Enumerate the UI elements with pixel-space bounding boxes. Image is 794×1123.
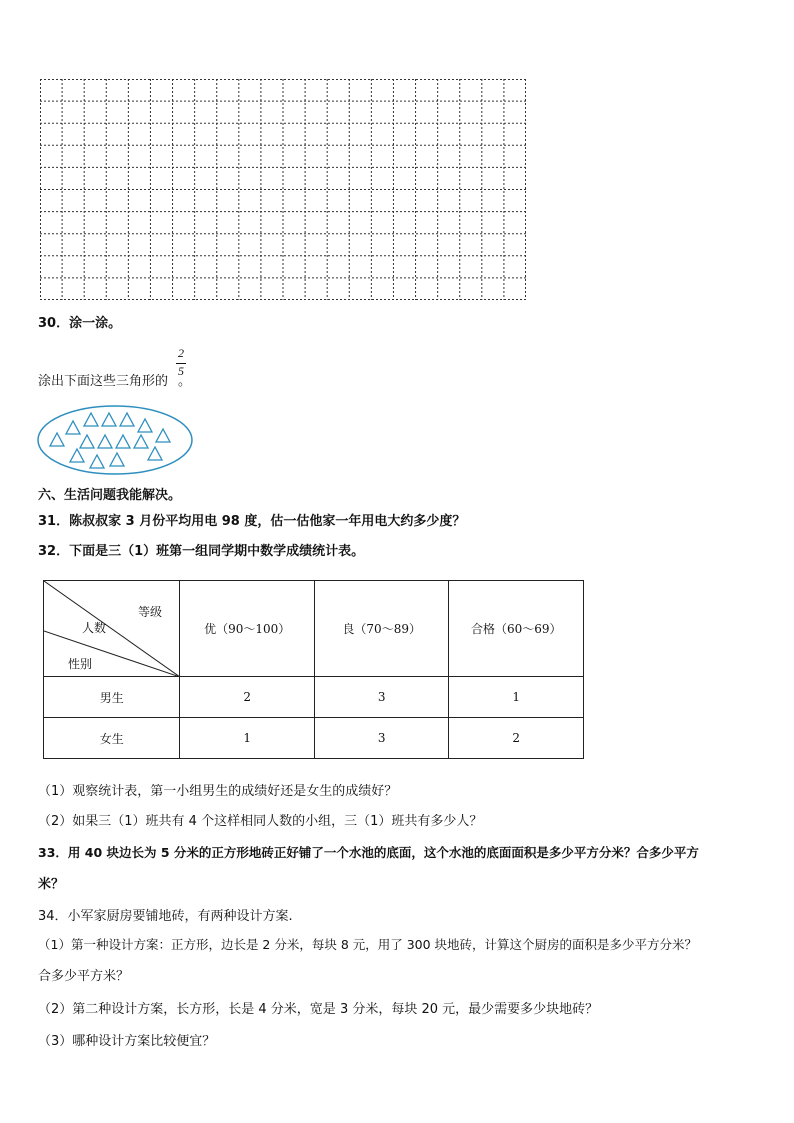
row-label-girls: 女生 <box>44 718 180 759</box>
q30-instruction-pre: 涂出下面这些三角形的 <box>38 374 169 389</box>
triangle-shape <box>98 435 112 448</box>
triangle-shape <box>90 455 104 468</box>
header-excellent: 优（90～100） <box>180 581 315 677</box>
triangle-shape <box>80 435 94 448</box>
triangle-shape <box>134 435 148 448</box>
corner-label-grade: 等级 <box>138 605 163 619</box>
q32-sub2: （2）如果三（1）班共有 4 个这样相同人数的小组，三（1）班共有多少人？ <box>38 814 483 829</box>
table-cell: 3 <box>314 677 449 718</box>
triangle-shape <box>84 413 98 426</box>
q34-sub1-line1: （1）第一种设计方案：正方形，边长是 2 分米，每块 8 元，用了 300 块地砖，计算这个厨房的面积是多少平方分米？ <box>38 937 698 952</box>
table-row <box>44 677 584 718</box>
q33-line1: 33．用 40 块边长为 5 分米的正方形地砖正好铺了一个水池的底面，这个水池的底面面积是多少平方分米？合多少平方 <box>38 845 699 860</box>
triangle-shape <box>66 421 80 434</box>
corner-label-gender: 性别 <box>68 657 93 671</box>
q34-sub3: （3）哪种设计方案比较便宜？ <box>38 1034 216 1049</box>
table-cell: 2 <box>180 677 315 718</box>
section6-title: 六、生活问题我能解决。 <box>38 488 182 503</box>
corner-diagonals <box>44 581 180 677</box>
corner-label-count: 人数 <box>82 621 107 635</box>
triangle-shape <box>70 449 84 462</box>
writing-grid <box>40 79 526 300</box>
table-cell: 1 <box>180 718 315 759</box>
triangle-shape <box>50 433 64 446</box>
triangle-shape <box>156 429 170 442</box>
q30-instruction-post: 。 <box>178 374 192 389</box>
table-cell: 1 <box>449 677 584 718</box>
triangles-ellipse <box>37 404 197 476</box>
q32-sub1: （1）观察统计表，第一小组男生的成绩好还是女生的成绩好？ <box>38 784 398 799</box>
q34-intro: 34．小军家厨房要铺地砖，有两种设计方案. <box>38 909 293 924</box>
q30-title: 30．涂一涂。 <box>38 316 122 331</box>
triangle-shape <box>148 447 162 460</box>
score-statistics-table <box>43 580 584 759</box>
dashed-grid <box>40 79 526 300</box>
q34-sub2: （2）第二种设计方案，长方形，长是 4 分米，宽是 3 分米，每块 20 元，最少需要多少块地砖？ <box>38 1002 599 1017</box>
fraction-denominator: 5 <box>178 364 184 378</box>
table-row <box>44 718 584 759</box>
triangle-shape <box>116 435 130 448</box>
q30-instruction <box>38 370 191 389</box>
table-header-row <box>44 581 584 677</box>
q33-line2: 米？ <box>38 877 65 892</box>
triangle-shape <box>138 419 152 432</box>
triangle-group <box>50 413 170 468</box>
triangle-shape <box>110 453 124 466</box>
header-pass: 合格（60～69） <box>449 581 584 677</box>
ellipse-figure <box>37 404 197 476</box>
row-label-boys: 男生 <box>44 677 180 718</box>
triangle-shape <box>102 413 116 426</box>
table-corner-cell <box>44 581 180 677</box>
fraction-numerator: 2 <box>178 346 184 360</box>
triangle-shape <box>120 413 134 426</box>
q34-sub1-line2: 合多少平方米？ <box>38 969 130 984</box>
table-cell: 3 <box>314 718 449 759</box>
q31-text: 31．陈叔叔家 3 月份平均用电 98 度，估一估他家一年用电大约多少度？ <box>38 514 466 529</box>
table-cell: 2 <box>449 718 584 759</box>
header-good: 良（70～89） <box>314 581 449 677</box>
q32-intro: 32．下面是三（1）班第一组同学期中数学成绩统计表。 <box>38 544 365 559</box>
